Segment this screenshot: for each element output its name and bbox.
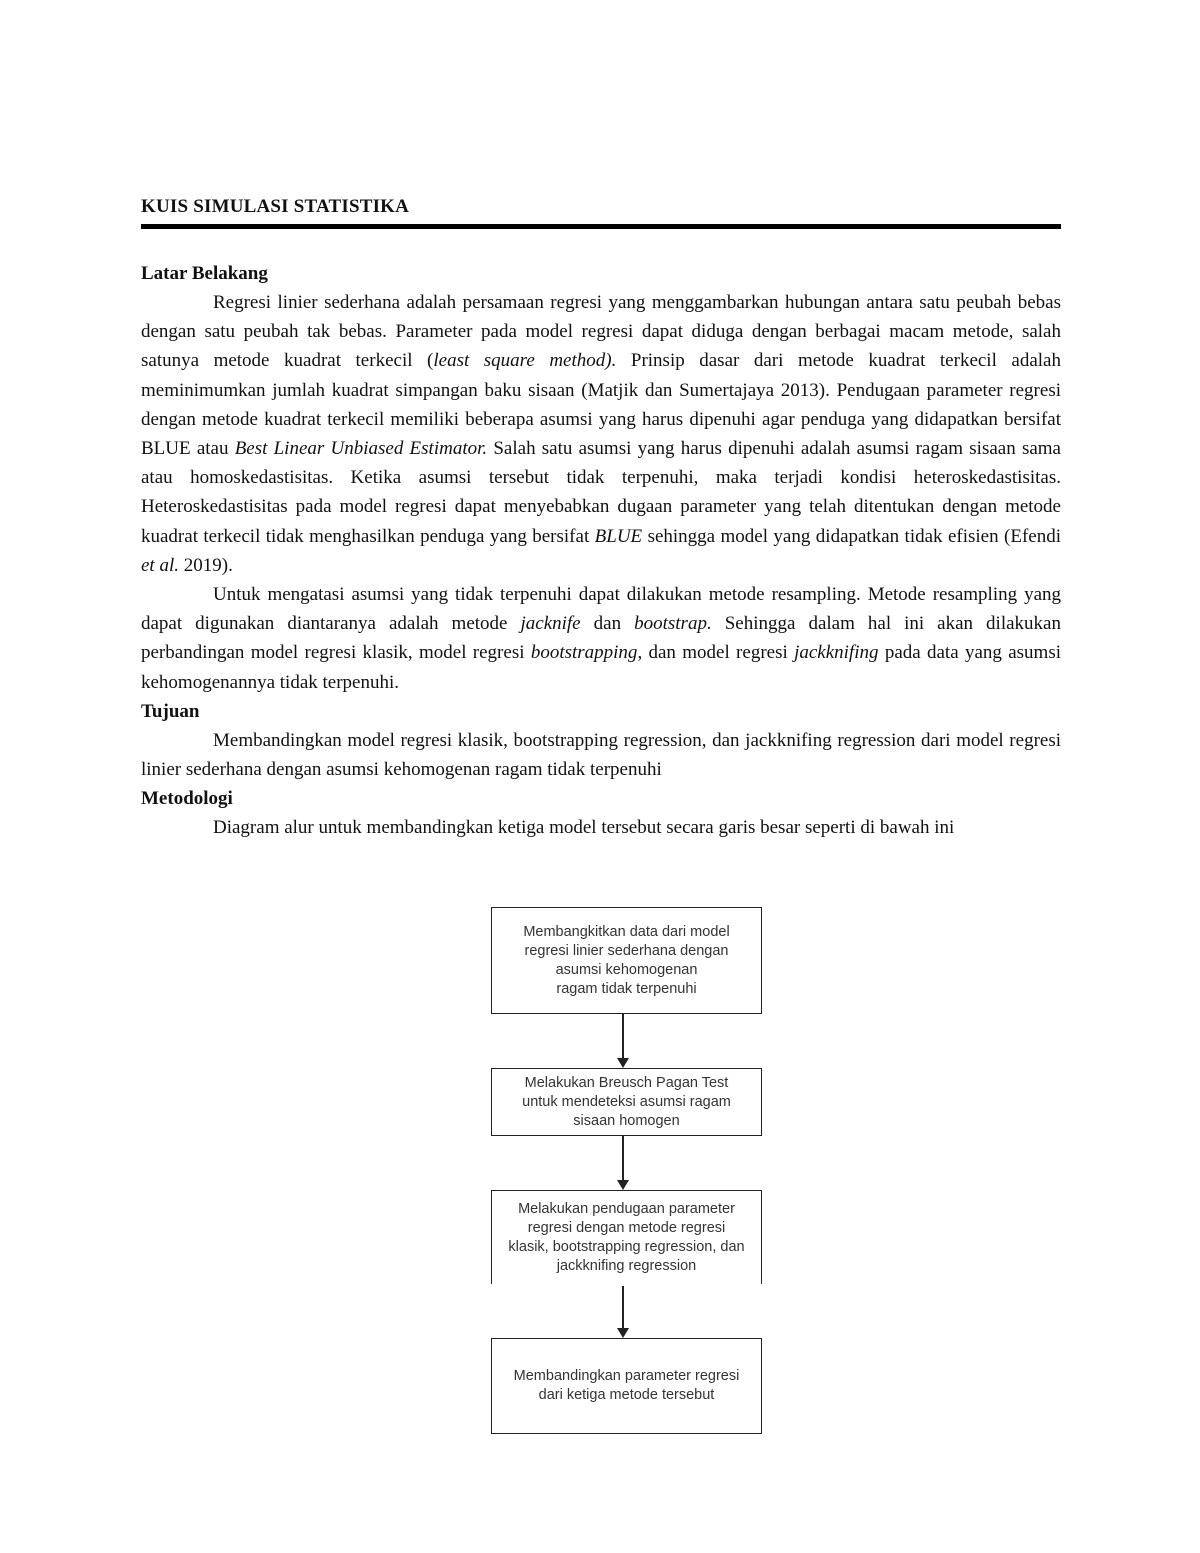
flow-step-line: regresi linier sederhana dengan <box>524 942 729 959</box>
text-run-italic: least square method). <box>433 350 617 372</box>
flow-step-line: klasik, bootstrapping regression, dan <box>508 1238 745 1255</box>
paragraph-latar-belakang-2 <box>141 580 1061 697</box>
text-run: Untuk mengatasi asumsi yang tidak terpenuhi dapat dilakukan metode resampling. Metode resampling yang dapat digunakan diantaranya adalah metode <box>141 584 1061 635</box>
text-run: Regresi linier sederhana adalah persamaan regresi yang menggambarkan hubungan antara satu peubah bebas dengan satu peubah tak bebas. Parameter pada model regresi dapat diduga dengan berbagai macam metode, salah satunya metode kuadrat terkecil ( <box>141 292 1061 372</box>
document-page <box>141 196 1061 842</box>
heading-latar-belakang: Latar Belakang <box>141 263 268 284</box>
text-run-italic: bootstrapping <box>530 642 638 664</box>
title-underline <box>141 224 1061 229</box>
paragraph-metodologi: Diagram alur untuk membandingkan ketiga model tersebut secara garis besar seperti di bawah ini <box>213 817 955 839</box>
text-run-italic: jacknife <box>520 613 581 635</box>
flow-step-breusch-pagan <box>491 1068 762 1136</box>
flow-step-line: regresi dengan metode regresi <box>527 1219 726 1236</box>
flow-step-line: asumsi kehomogenan <box>555 961 698 978</box>
text-run: 2019). <box>179 554 233 576</box>
text-run: Prinsip dasar dari metode kuadrat terkecil adalah meminimumkan jumlah kuadrat simpangan baku sisaan (Matjik dan Sumertajaya 2013). Pendugaan parameter regresi dengan metode kuadrat terkecil memiliki beberapa asumsi yang harus dipenuhi agar penduga yang didapatkan bersifat BLUE atau <box>141 350 1061 460</box>
arrow-down-icon <box>617 1180 629 1190</box>
heading-metodologi: Metodologi <box>141 788 233 810</box>
text-run: Sehingga dalam hal ini akan dilakukan perbandingan model regresi klasik, model regresi <box>141 613 1061 664</box>
text-run-italic: et al. <box>141 554 179 576</box>
paragraph-tujuan: Membandingkan model regresi klasik, bootstrapping regression, dan jackknifing regression dari model regresi linier sederhana dengan asumsi kehomogenan ragam tidak terpenuhi <box>141 729 1061 781</box>
text-run: sehingga model yang didapatkan tidak efisien (Efendi <box>642 525 1061 547</box>
text-run-italic: BLUE <box>594 525 643 547</box>
flow-step-line: Membandingkan parameter regresi <box>513 1368 740 1384</box>
heading-tujuan: Tujuan <box>141 700 200 722</box>
flow-step-compare-parameters <box>491 1338 762 1434</box>
flow-step-generate-data <box>491 907 762 1014</box>
flow-step-line: dari ketiga metode tersebut <box>538 1387 715 1403</box>
flow-connector <box>622 1136 624 1183</box>
text-run-italic: Best Linear Unbiased Estimator. <box>234 438 488 460</box>
text-run: Salah satu asumsi yang harus dipenuhi adalah asumsi ragam sisaan sama atau homoskedastisitas. Ketika asumsi tersebut tidak terpenuhi, maka terjadi kondisi heteroskedastisitas. Heteroskedastisitas pada model regresi dapat menyebabkan dugaan parameter yang telah ditentukan dengan metode kuadrat terkecil tidak menghasilkan penduga yang bersifat <box>141 438 1061 547</box>
text-run-italic: bootstrap. <box>634 613 712 635</box>
flow-step-line: Melakukan Breusch Pagan Test <box>524 1074 729 1091</box>
text-run: dan <box>580 613 635 635</box>
text-run-italic: jackknifing <box>794 642 879 664</box>
arrow-down-icon <box>617 1058 629 1068</box>
arrow-down-icon <box>617 1328 629 1338</box>
paragraph-latar-belakang-1 <box>141 288 1061 580</box>
flow-step-line: untuk mendeteksi asumsi ragam <box>522 1093 731 1110</box>
flow-step-parameter-estimation <box>491 1190 762 1284</box>
flow-step-line: sisaan homogen <box>573 1112 680 1129</box>
document-title: KUIS SIMULASI STATISTIKA <box>141 196 410 217</box>
text-run: pada data yang asumsi kehomogenannya tidak terpenuhi. <box>141 642 1061 693</box>
text-run: , dan model regresi <box>637 642 795 664</box>
flow-connector <box>622 1014 624 1061</box>
flow-step-line: Melakukan pendugaan parameter <box>518 1200 735 1217</box>
flow-step-line: jackknifing regression <box>556 1257 697 1274</box>
flow-step-line: Membangkitkan data dari model <box>523 923 730 940</box>
flow-connector <box>622 1286 624 1331</box>
flow-step-line: ragam tidak terpenuhi <box>556 980 697 997</box>
